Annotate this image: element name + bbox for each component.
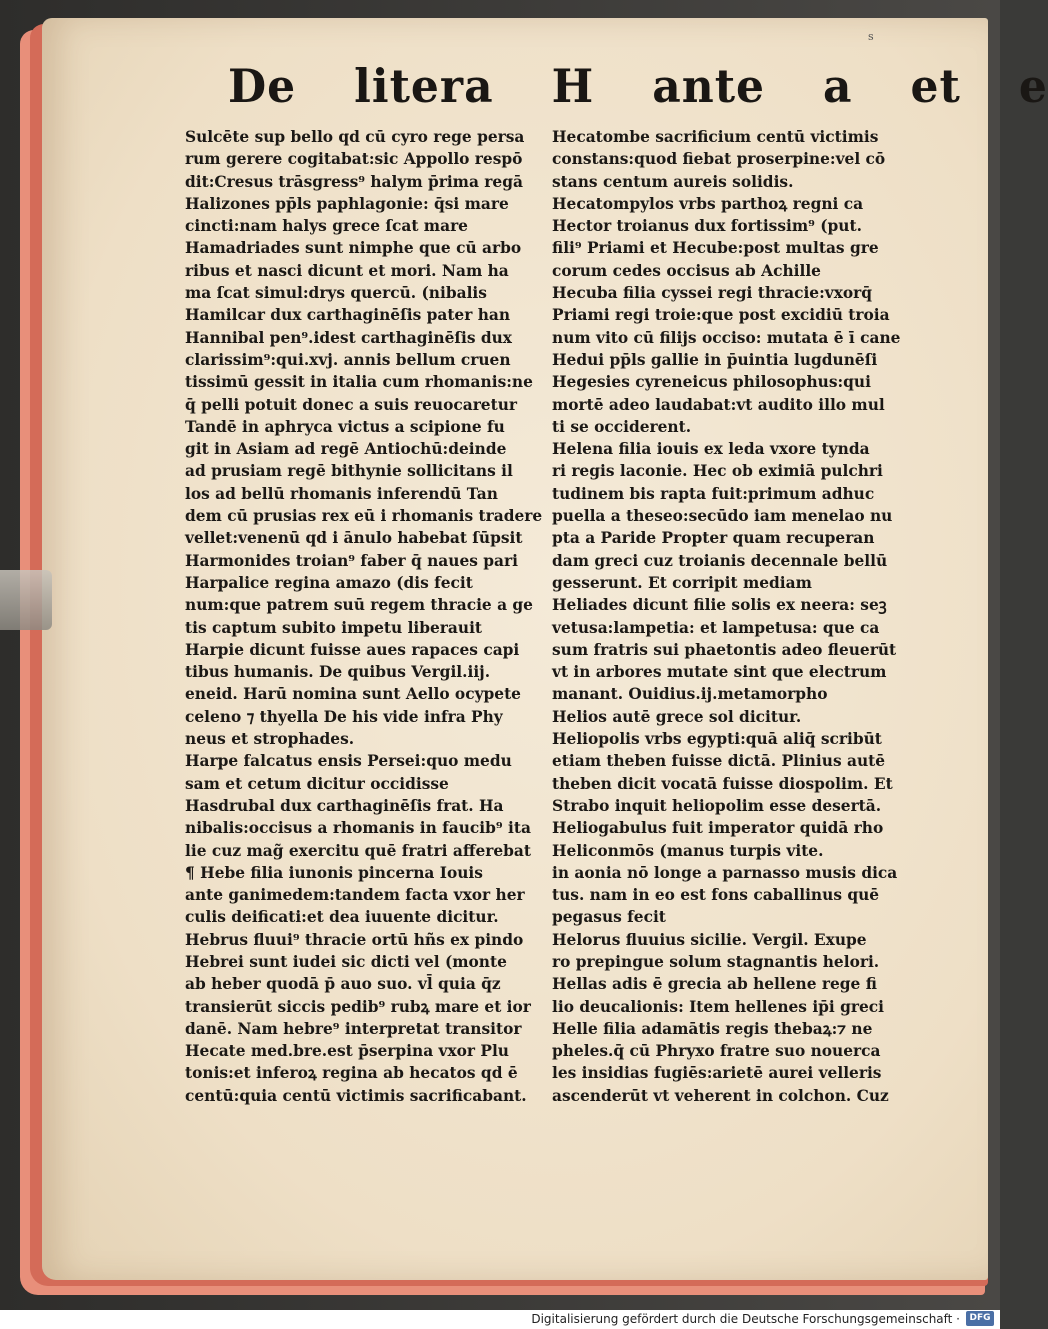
text-line: les insidias fugiēs:arietē aurei velleris [552,1064,882,1083]
text-line: Hasdrubal dux carthaginēſis frat. Ha [185,796,504,815]
running-head-word: e [1018,59,1048,114]
text-line: Hamilcar dux carthaginēſis pater han [185,306,511,325]
text-line: Hannibal pen⁹.idest carthaginēſis dux [185,328,512,347]
text-line: lio deucalionis: Item hellenes ip̄i greci [552,997,885,1016]
text-line: Hebrei sunt iudei sic dicti vel (monte [185,952,507,971]
text-line: Sulcēte sup bello qd cū cyro rege persa [185,128,525,146]
text-line: ¶ Hebe filia iunonis pincerna Iouis [185,863,483,882]
text-line: fili⁹ Priami et Hecube:post multas gre [552,239,879,258]
text-line: los ad bellū rhomanis inferendū Tan [185,484,498,503]
running-head-word: De [228,59,297,114]
text-line: dit:Cresus trāsgress⁹ halym p̄rima regā [185,172,523,191]
text-line: ti se occiderent. [552,417,692,436]
text-line: mortē adeo laudabat:vt audito illo mul [552,395,885,414]
text-line: Helena filia iouis ex leda vxore tynda [552,440,870,459]
text-line: manant. Ouidius.ij.metamorpho [552,685,828,704]
text-line: pegasus fecit [552,908,666,927]
text-line: Harpalice regina amazo (dis fecit [185,573,473,592]
running-head [228,51,1048,114]
text-line: neus et strophades. [185,730,355,749]
text-line: sam et cetum dicitur occidisse [185,774,449,793]
page-number: s [868,30,874,43]
text-line: rum gerere cogitabat:sic Appollo respō [185,150,523,169]
text-line: git in Asiam ad regē Antiochū:deinde [185,440,507,459]
text-line: Hecuba filia cyssei regi thracie:vxorq̄ [552,284,873,303]
text-line: celeno ⁊ thyella De his vide infra Phy [185,707,503,726]
text-line: tissimū gessit in italia cum rhomanis:ne [185,373,533,392]
text-line: q̄ pelli potuit donec a suis reuocaretur [185,395,518,414]
text-line: Hamadriades sunt nimphe que cū arbo [185,239,522,258]
text-line: Hecatombe sacrificium centū victimis [552,128,879,146]
text-line: ab heber quodā p̄ auo suo. vl̄ quia q̄z [185,975,501,994]
running-head-word: H [551,59,595,114]
text-line: Hegesies cyreneicus philosophus:qui [552,373,871,392]
text-line: Halizones pp̄ls paphlagonie: q̄si mare [185,194,509,213]
text-line: Heliopolis vrbs egypti:quā aliq̄ scribūt [552,730,882,749]
text-line: gesserunt. Et corripit mediam [552,573,812,592]
text-line: tudinem bis rapta fuit:primum adhuc [552,484,875,503]
running-head-word: litera [354,59,494,114]
text-line: stans centum aureis solidis. [552,172,794,191]
text-line: Tandē in aphryca victus a scipione fu [185,417,505,436]
text-line: Strabo inquit heliopolim esse desertā. [552,796,882,815]
text-line: etiam theben fuisse dictā. Plinius autē [552,752,886,771]
text-line: Hecate med.bre.est p̄serpina vxor Plu [185,1042,509,1061]
text-line: culis deificati:et dea iuuente dicitur. [185,908,499,927]
text-line: Helios autē grece sol dicitur. [552,707,802,726]
text-line: ribus et nasci dicunt et mori. Nam ha [185,261,509,280]
text-line: Helorus fluuius sicilie. Vergil. Exupe [552,930,867,949]
text-line: in aonia nō longe a parnasso musis dica [552,863,898,882]
text-line: pheles.q̄ cū Phryxo fratre suo nouerca [552,1042,881,1061]
text-line: Heliogabulus fuit imperator quidā rho [552,819,884,838]
text-line: constans:quod fiebat proserpine:vel cō [552,150,886,169]
text-line: Heliades dicunt filie solis ex neera: seꝫ [552,596,887,615]
text-line: Helle filia adamātis regis thebaꝝ:⁊ ne [552,1019,873,1038]
text-line: transierūt siccis pedib⁹ rubꝝ mare et ior [185,997,531,1016]
right-text-column [552,126,902,1107]
text-line: lie cuz mag̃ exercitu quē fratri afferebat [185,841,531,860]
running-head-word: ante [652,59,766,114]
text-line: Hedui pp̄ls gallie in p̄uintia lugdunēſi [552,350,878,369]
text-line: Harpe falcatus ensis Persei:quo medu [185,752,512,771]
text-line: Harpie dicunt fuisse aues rapaces capi [185,640,520,659]
text-line: ro prepingue solum stagnantis helori. [552,952,880,971]
text-line: centū:quia centū victimis sacrificabant. [185,1086,527,1105]
text-line: puella a theseo:secūdo iam menelao nu [552,507,893,526]
dfg-logo: DFG [966,1311,994,1326]
text-line: Priami regi troie:que post excidiū troia [552,306,890,325]
text-line: pta a Paride Propter quam recuperan [552,529,875,548]
text-line: Harmonides troian⁹ faber q̄ naues pari [185,551,518,570]
text-line: tis captum subito impetu liberauit [185,618,483,637]
text-line: clarissim⁹:qui.xvj. annis bellum cruen [185,350,511,369]
text-line: sum fratris sui phaetontis adeo fleuerūt [552,640,897,659]
running-head-word: a [823,59,853,114]
text-line: vt in arbores mutate sint que electrum [552,663,887,682]
text-line: Hellas adis ē grecia ab hellene rege fi [552,975,877,994]
text-line: vetusa:lampetia: et lampetusa: que ca [552,618,880,637]
text-line: ad prusiam regē bithynie sollicitans il [185,462,513,481]
text-line: ri regis laconie. Hec ob eximiā pulchri [552,462,883,481]
text-line: ascenderūt vt veherent in colchon. Cuz [552,1086,889,1105]
text-line: Hebrus fluui⁹ thracie ortū hñs ex pindo [185,930,524,949]
text-line: Hector troianus dux fortissim⁹ (put. [552,217,862,236]
text-line: ma ſcat simul:drys quercū. (nibalis [185,284,487,303]
running-head-word: et [910,59,961,114]
text-line: tus. nam in eo est fons caballinus quē [552,886,880,905]
text-line: dem cū prusias rex eū i rhomanis tradere [185,507,543,526]
text-line: num:que patrem suū regem thracie a ge [185,596,533,615]
page-clip [0,570,52,630]
text-line: dam greci cuz troianis decennale bellū [552,551,888,570]
text-line: nibalis:occisus a rhomanis in faucib⁹ ita [185,819,531,838]
text-line: ante ganimedem:tandem facta vxor her [185,886,525,905]
text-line: eneid. Harū nomina sunt Aello ocypete [185,685,521,704]
text-line: num vito cū filijs occiso: mutata ē ī cane [552,328,901,347]
text-line: cincti:nam halys grece ſcat mare [185,217,468,236]
text-line: danē. Nam hebre⁹ interpretat transitor [185,1019,522,1038]
text-line: tibus humanis. De quibus Vergil.iij. [185,663,491,682]
text-line: Heliconmōs (manus turpis vite. [552,841,824,860]
footer-credit: Digitalisierung gefördert durch die Deutsche Forschungsgemeinschaft · [531,1312,960,1326]
text-line: tonis:et inferoꝝ regina ab hecatos qd ē [185,1064,518,1083]
text-line: theben dicit vocatā fuisse diospolim. Et [552,774,893,793]
text-line: Hecatompylos vrbs parthoꝝ regni ca [552,194,864,213]
text-line: vellet:venenū qd i ānulo habebat ſūpsit [185,529,523,548]
left-text-column [185,126,543,1107]
text-line: corum cedes occisus ab Achille [552,261,821,280]
